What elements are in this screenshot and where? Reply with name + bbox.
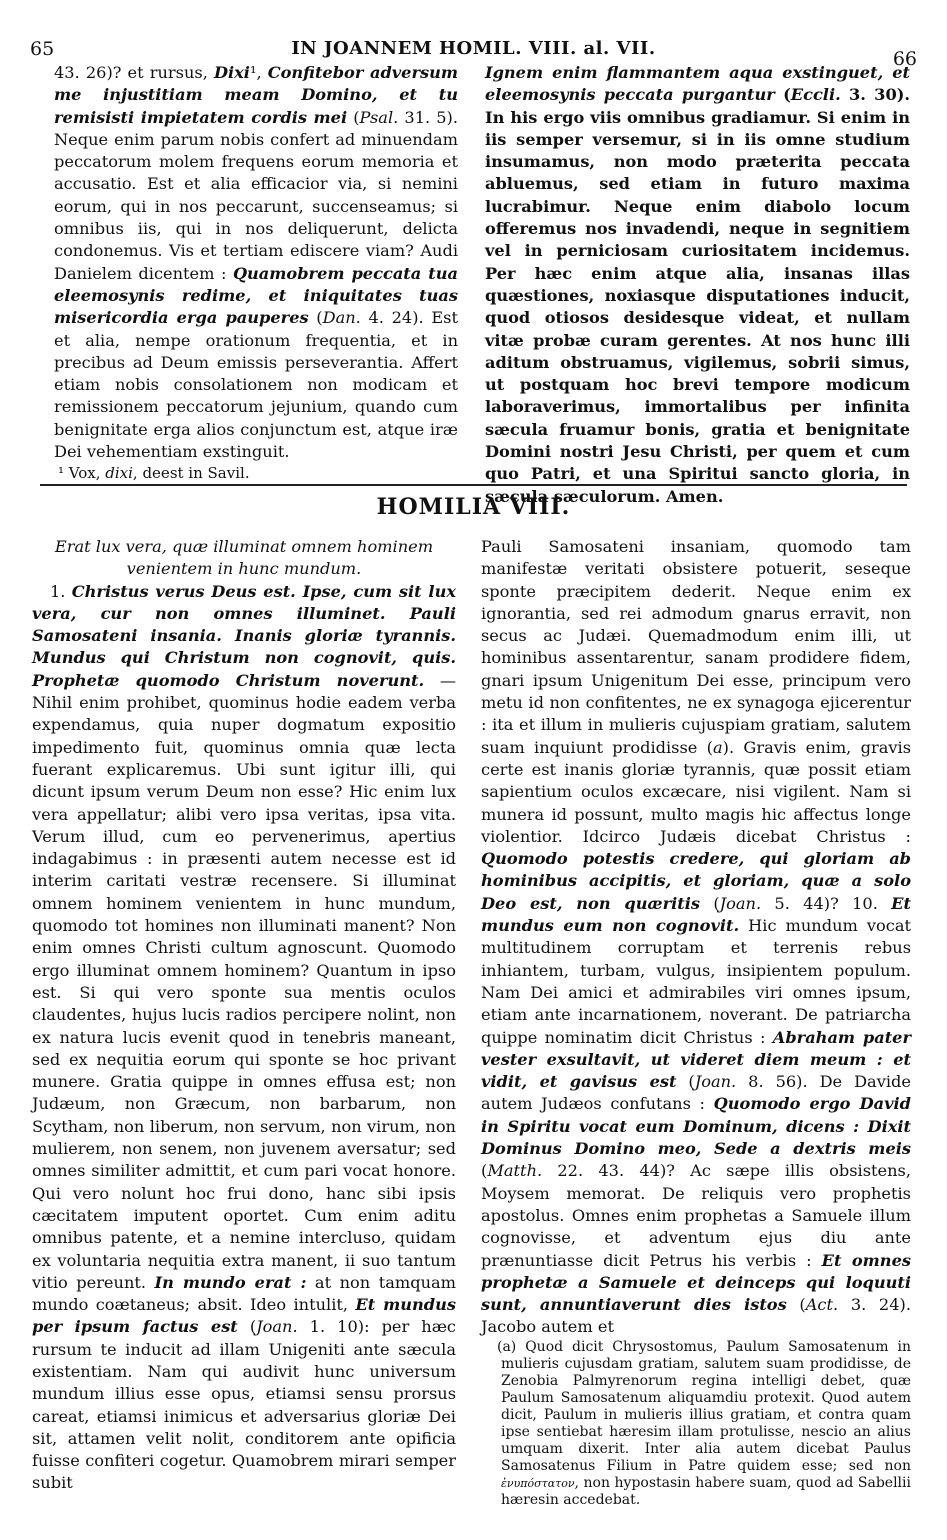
- running-title: IN JOANNEM HOMIL. VIII. al. VII.: [291, 38, 656, 59]
- paragraph: Pauli Samosateni insaniam, quomodo tam manifestæ veritati obsistere potuerit, seseque sponte præcipitem dederit. Neque enim ex ignorantia, sed rei admodum gnarus erravit, non secus ac Judæi. Quemadmodum enim illi, ut hominibus assentarentur, sanam prodidere fidem, gnari ipsum Unigenitum Dei esse, principum vero metu id non confitentes, ne ex synagoga ejicerentur : ita et illum in mulieris cujuspiam gratiam, salutem suam inquiunt prodidisse (a). Gravis enim, gravis certe est inanis gloriæ tyrannis, quæ possit etiam sapientium oculos excæcare, nisi vigilent. Nam si munera id possunt, multo magis hic affectus longe violentior. Idcirco Judæis dicebat Christus : Quomodo potestis credere, qui gloriam ab hominibus accipitis, et gloriam, quæ a solo Deo est, non quæritis (Joan. 5. 44)? 10. Et mundus eum non cognovit. Hic mundum vocat multitudinem corruptam et terrenis rebus inhiantem, turbam, vulgus, insipientem populum. Nam Dei amici et admirabiles viri omnes ipsum, etiam ante incarnationem, noverant. De patriarcha quippe nominatim dicit Christus : Abraham pater vester exsultavit, ut videret diem meum : et vidit, et gavisus est (Joan. 8. 56). De Davide autem Judæos confutans : Quomodo ergo David in Spiritu vocat eum Dominum, dicens : Dixit Dominus Domino meo, Sede a dextris meis (Matth. 22. 43. 44)? Ac sæpe illis obsistens, Moysem memorat. De reliquis vero prophetis apostolus. Omnes enim prophetas a Samuele illum cognovisse, et adventum ejus diu ante prænuntiasse dicit Petrus his verbis : Et omnes prophetæ a Samuele et deinceps qui loquuti sunt, annuntiaverunt dies istos (Act. 3. 24). Jacobo autem et: [481, 537, 912, 1337]
- lower-right-column: [481, 536, 911, 1509]
- homily-title: HOMILIA VIII.: [376, 494, 571, 520]
- epigraph: Erat lux vera, quæ illuminat omnem hominem venientem in hunc mundum.: [54, 537, 434, 579]
- top-right-column: [485, 62, 910, 508]
- top-left-column: [54, 62, 458, 483]
- lower-left-column: [32, 536, 456, 1495]
- section-divider: [40, 484, 907, 486]
- paragraph: 43. 26)? et rursus, Dixi¹, Confitebor adversum me injustitiam meam Domino, et tu remisisti impietatem cordis mei (Psal. 31. 5). Neque enim parum nobis confert ad minuendam peccatorum molem frequens eorum memoria et accusatio. Est et alia efficacior via, si nemini eorum, qui in nos peccarunt, succenseamus; si omnibus iis, qui in nos deliquerunt, delicta condonemus. Vis et tertiam ediscere viam? Audi Danielem dicentem : Quamobrem peccata tua eleemosynis redime, et iniquitates tuas misericordia erga pauperes (Dan. 4. 24). Est et alia, nempe orationum frequentia, et in precibus ad Deum emissis perseverantia. Affert etiam nobis consolationem non modicam et remissionem peccatorum jejunium, quando cum benignitate erga alios conjunctum est, atque iræ Dei vehementiam exstinguit.: [54, 63, 459, 462]
- footnote: ¹ Vox, dixi, deest in Savil.: [58, 464, 250, 483]
- page-number-right: 66: [892, 48, 917, 70]
- running-header: [30, 34, 917, 70]
- greek-term: ἐνυπόστατον: [501, 1476, 575, 1490]
- page-number-left: 65: [30, 38, 55, 60]
- paragraph: 1. Christus verus Deus est. Ipse, cum sit lux vera, cur non omnes illuminet. Pauli Samosateni insania. Inanis gloriæ tyrannis. Mundus qui Christum non cognovit, quis. Prophetæ quomodo Christum noverunt. — Nihil enim prohibet, quominus hodie eadem verba expendamus, quia nuper dogmatum expositio impedimento fuit, quominus omnia quæ lecta fuerant explicaremus. Ubi sunt igitur illi, qui dicunt ipsum verum Deum non esse? Hic enim lux vera appellatur; alibi vero ipsa veritas, ipsa vita. Verum illud, cum eo pervenerimus, apertius indagabimus : in præsenti autem necesse est id interim caritati vestræ recensere. Si illuminat omnem hominem venientem in hunc mundum, quomodo tot homines non illuminati manent? Non enim omnes Christi cultum agnoscunt. Quomodo ergo illuminat omnem hominem? Quantum in ipso est. Si qui vero sponte sua mentis oculos claudentes, hujus lucis radios percipere nolint, non ex natura lucis evenit quod in tenebris maneant, sed ex nequitia eorum qui sponte se hoc privant munere. Gratia quippe in omnes effusa est; non Judæum, non Græcum, non barbarum, non Scytham, non liberum, non servum, non virum, non mulierem, non senem, non juvenem aversatur; sed omnes similiter admittit, et cum pari vocat honore. Qui vero nolunt hoc frui dono, hanc sibi ipsis cæcitatem imputent oportet. Cum enim aditu omnibus patente, et a nemine intercluso, quidam ex voluntaria nequitia extra manent, ii suo tantum vitio pereunt. In mundo erat : at non tamquam mundo coætaneus; absit. Ideo intulit, Et mundus per ipsum factus est (Joan. 1. 10): per hæc rursum te inducit ad illam Unigeniti ante sæcula existentiam. Nam qui audivit hunc universum mundum illius esse opus, etiamsi sensu prorsus careat, etiamsi inimicus et adversarius gloriæ Dei sit, attamen velit nolit, conditorem ante opificia fuisse confiteri cogetur. Quamobrem mirari semper subit: [32, 581, 457, 1493]
- paragraph: Ignem enim flammantem aqua exstinguet, et eleemosynis peccata purgantur (Eccli. 3. 30). In his ergo viis omnibus gradiamur. Si enim in iis semper versemur, si in iis omne studium insumamus, non modo præterita peccata abluemus, sed etiam in futuro maxima lucrabimur. Neque enim diabolo locum offeremus nos invadendi, neque in segnitiem vel in perniciosam curiositatem incidemus. Per hæc enim atque alia, insanas illas quæstiones, noxiasque disputationes inducit, quod otiosos desidesque videat, et nullam vitæ probæ curam gerentes. At nos hunc illi aditum obstruamus, vigilemus, sobrii simus, ut postquam hoc brevi tempore modicum laboraverimus, immortalibus per infinita sæcula fruamur bonis, gratia et benignitate Domini nostri Jesu Christi, per quem et cum quo Patri, et una Spiritui sancto gloria, in sæcula sæculorum. Amen.: [485, 63, 911, 506]
- footnote: (a) Quod dicit Chrysostomus, Paulum Samosatenum in mulieris cujusdam gratiam, salutem suam prodidisse, de Zenobia Palmyrenorum regina intelligi debet, quæ Paulum Samosatenum aliquamdiu protexit. Quod autem dicit, Paulum in mulieris illius gratiam, et contra quam ipse sentiebat hæresim illam protulisse, nescio an alius umquam dixerit. Inter alia autem dicebat Paulus Samosatenus Filium in Patre quidem esse; sed non ἐνυπόστατον, non hypostasin habere suam, quod ad Sabellii hæresin accedebat.: [497, 1338, 911, 1508]
